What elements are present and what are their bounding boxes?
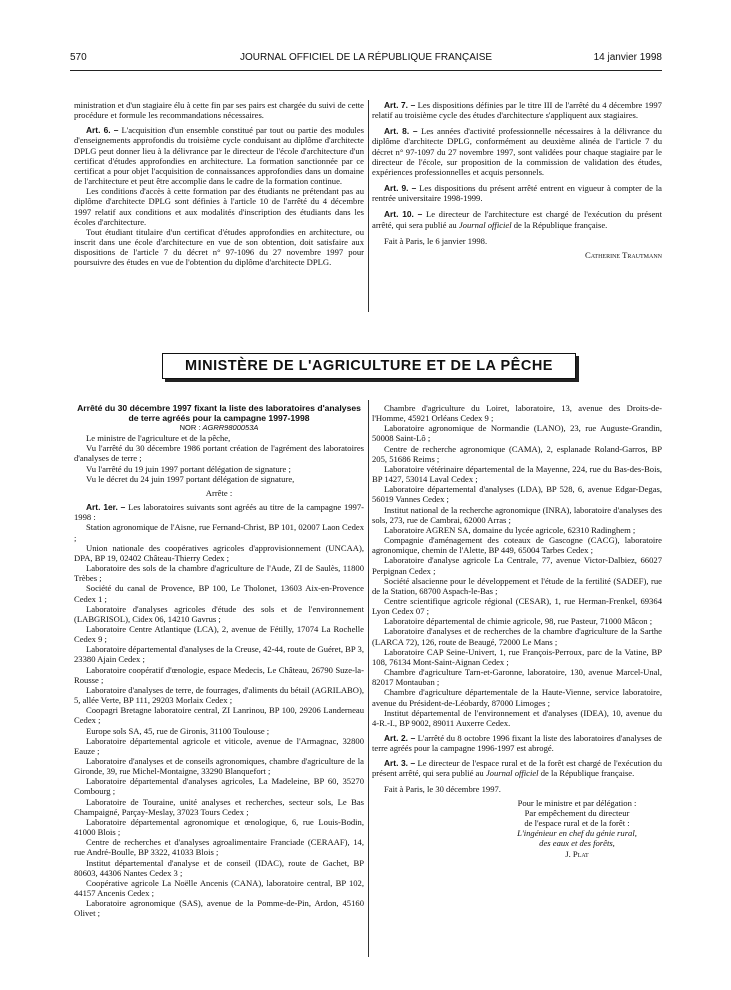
lab-entry: Laboratoire coopératif d'œnologie, espace Medecis, Le Château, 26790 Suze-la-Rousse ; [74, 664, 364, 685]
lab-entry: Europe sols SA, 45, rue de Gironis, 31100 Toulouse ; [86, 725, 270, 736]
lab-entry: Laboratoire d'analyses et de conseils agronomiques, chambre d'agriculture de la Gironde, 39, rue Michel-Montaigne, 33290 Blanquefort ; [74, 756, 364, 777]
article-8 [372, 126, 662, 177]
lab-entry: Station agronomique de l'Aisne, rue Fernand-Christ, BP 101, 02007 Laon Cedex ; [74, 522, 364, 543]
header-rule [70, 70, 662, 71]
article-text: de la République française. [538, 768, 635, 779]
article-text: Le directeur de l'espace rural et de la forêt est chargé de l'exécution du présent arrêté, qui sera publié au [372, 758, 662, 779]
article-text: L'arrêté du 8 octobre 1996 fixant la liste des laboratoires d'analyses de terre agréés pour la campagne 1996-1997 est abrogé. [372, 733, 662, 754]
intro-line: Le ministre de l'agriculture et de la pêche, [86, 433, 231, 444]
article-label: Art. 10. – [384, 209, 423, 220]
article-label: Art. 8. – [384, 126, 418, 137]
signature-title: L'ingénieur en chef du génie rural, [517, 828, 637, 839]
lab-entry: Laboratoire Centre Atlantique (LCA), 2, avenue de Fétilly, 17074 La Rochelle Cedex 9 ; [74, 623, 364, 645]
lab-entry: Coopérative agricole La Noëlle Ancenis (CANA), laboratoire central, BP 102, 44157 Ancenis Cedex ; [74, 877, 364, 899]
nor-label: NOR : [179, 423, 203, 432]
article-10 [372, 209, 662, 229]
column-divider [368, 400, 369, 957]
top-left-column [74, 100, 364, 268]
lab-entry: Laboratoire départemental d'analyses agricoles, La Madeleine, BP 60, 35270 Combourg ; [74, 776, 364, 797]
ministry-banner: MINISTÈRE DE L'AGRICULTURE ET DE LA PÊCHE [162, 353, 576, 379]
lab-entry: Laboratoire d'analyses agricoles d'étude des sols et de l'environnement (LABGRISOL), Cidex 06, 14210 Gavrus ; [74, 603, 364, 624]
nor-code: AGRR9800053A [202, 423, 259, 432]
lab-entry: Société du canal de Provence, BP 100, Le Tholonet, 13603 Aix-en-Provence Cedex 1 ; [74, 583, 364, 604]
lab-entry: Centre de recherche agronomique (CAMA), 2, esplanade Roland-Garros, BP 205, 51686 Reims ; [372, 443, 662, 464]
lab-entry: Institut départemental d'analyse et de conseil (IDAC), route de Gachet, BP 80603, 44306 Nantes Cedex 3 ; [74, 857, 364, 878]
signature-line: Pour le ministre et par délégation : [517, 797, 637, 808]
signature-title: des eaux et des forêts, [539, 838, 615, 849]
article-text: de la République française. [511, 219, 608, 230]
lab-entry: Laboratoire de Touraine, unité analyses et recherches, secteur sols, Le Bas Champaigné, Parçay-Meslay, 37023 Tours Cedex ; [74, 796, 364, 817]
top-right-column [372, 100, 662, 260]
article-9 [372, 183, 662, 203]
lab-entry: Laboratoire départemental agronomique et œnologique, 6, rue Louis-Bodin, 41000 Blois ; [74, 816, 364, 838]
lab-list-right [372, 403, 662, 728]
lab-entry: Compagnie d'aménagement des coteaux de Gascogne (CACG), laboratoire agronomique, chemin de l'Alette, BP 449, 65004 Tarbes Cedex ; [372, 535, 662, 556]
paragraph: Les conditions d'accès à cette formation par des étudiants ne prétendant pas au diplôme d'architecte DPLG sont définies à l'article 10 de l'arrêté du 4 décembre 1997 relatif aux conditions et aux modalités d'inscription des étudiants dans les écoles d'architecture. [74, 186, 364, 227]
article-2 [372, 733, 662, 753]
lab-entry: Laboratoire départemental d'analyses (LDA), BP 528, 6, avenue Edgar-Degas, 56019 Vannes Cedex ; [372, 484, 662, 505]
lab-entry: Centre de recherches et d'analyses agroalimentaire Franciade (CERAAF), 14, rue André-Boulle, BP 3322, 41033 Blois ; [74, 837, 364, 858]
done-at: Fait à Paris, le 30 décembre 1997. [384, 783, 501, 794]
done-at: Fait à Paris, le 6 janvier 1998. [384, 235, 488, 246]
lab-entry: Union nationale des coopératives agricoles d'approvisionnement (UNCAA), DPA, BP 19, 02402 Château-Thierry Cedex ; [74, 542, 364, 563]
signature-line: de l'espace rural et de la forêt : [524, 818, 630, 829]
paragraph: ministration et d'un stagiaire élu à cette fin par ses pairs est chargée du suivi de cette procédure et formule les recommandations nécessaires. [74, 100, 364, 121]
issue-date: 14 janvier 1998 [593, 52, 662, 63]
article-label: Art. 7. – [384, 100, 416, 110]
column-divider [368, 100, 369, 312]
article-text: Les laboratoires suivants sont agréés au titre de la campagne 1997-1998 : [74, 502, 364, 523]
lab-entry: Laboratoire départemental de chimie agricole, 98, rue Pasteur, 71000 Mâcon ; [384, 616, 653, 627]
lab-entry: Centre scientifique agricole régional (CESAR), 1, rue Herman-Frenkel, 69364 Lyon Cedex 07 ; [372, 595, 662, 617]
lab-entry: Chambre d'agriculture départementale de la Haute-Vienne, service laboratoire, avenue du Président-de-Léobardy, 87000 Limoges ; [372, 687, 662, 708]
lab-entry: Laboratoire d'analyse agricole La Centrale, 77, avenue Victor-Dalbiez, 66027 Perpignan Cedex ; [372, 555, 662, 576]
lab-entry: Chambre d'agriculture du Loiret, laboratoire, 13, avenue des Droits-de-l'Homme, 45921 Orléans Cedex 9 ; [372, 403, 662, 424]
signature-line: Par empêchement du directeur [524, 807, 630, 818]
article-label: Art. 1er. – [86, 502, 126, 513]
page-number: 570 [70, 52, 87, 63]
lab-entry: Société alsacienne pour le développement et l'étude de la fertilité (SADEF), rue de la Station, 68700 Aspach-le-Bas ; [372, 575, 662, 596]
journal-name: Journal officiel [485, 768, 539, 779]
lab-entry: Coopagri Bretagne laboratoire central, ZI Lanrinou, BP 100, 29206 Landerneau Cedex ; [74, 705, 364, 726]
article-text: L'acquisition d'un ensemble constitué par tout ou partie des modules d'enseignements approfondis du troisième cycle conduisant au diplôme d'architecte DPLG peut donner lieu à la délivrance par le directeur de l'école d'architecture d'un certificat d'études approfondies en architecture. La formation sanctionnée par ce certificat a pour objet l'acquisition de connaissances approfondies dans un domaine de l'architecture et peut être accomplie dans le cadre de la formation continue. [74, 125, 364, 187]
article-label: Art. 6. – [86, 125, 119, 136]
article-text: Le directeur de l'architecture est chargé de l'exécution du présent arrêté, qui sera publié au [372, 209, 662, 230]
article-label: Art. 3. – [384, 758, 416, 769]
journal-name: Journal officiel [458, 219, 512, 230]
lab-entry: Laboratoire d'analyses de terre, de fourrages, d'aliments du bétail (AGRILABO), 5, allée Verte, BP 111, 29203 Morlaix Cedex ; [74, 684, 365, 706]
arrete-right-column [372, 403, 662, 859]
intro-line: Vu le décret du 24 juin 1997 portant délégation de signature, [86, 473, 295, 484]
article-1 [74, 502, 364, 522]
article-label: Art. 9. – [384, 183, 417, 194]
article-text: Les années d'activité professionnelle nécessaires à la délivrance du diplôme d'architecte DPLG, conformément au deuxième alinéa de l'article 7 du décret n° 97-1097 du 27 novembre 1997, sont validées pour chaque stagiaire par le directeur de l'école, sur proposition de la commission de validation des études, expériences professionnelles et acquis personnels. [372, 126, 662, 177]
lab-entry: Institut départemental de l'environnement et d'analyses (IDEA), 10, avenue du 4-R.-I., BP 9002, 89011 Auxerre Cedex. [372, 707, 662, 728]
arrete-left-column [74, 403, 364, 919]
lab-entry: Laboratoire CAP Seine-Univert, 1, rue François-Perroux, parc de la Vatine, BP 108, 76134 Mont-Saint-Aignan Cedex ; [372, 646, 662, 667]
arrete-title: Arrêté du 30 décembre 1997 fixant la liste des laboratoires d'analyses de terre agréés pour la campagne 1997-1998 [77, 403, 361, 423]
article-6 [74, 125, 364, 186]
lab-entry: Laboratoire agronomique de Normandie (LANO), 23, rue Auguste-Grandin, 50008 Saint-Lô ; [372, 423, 662, 444]
lab-entry: Laboratoire vétérinaire départemental de la Mayenne, 224, rue du Bas-des-Bois, BP 1427, 53014 Laval Cedex ; [372, 463, 662, 485]
article-text: Les dispositions définies par le titre III de l'arrêté du 4 décembre 1997 relatif au troisième cycle des études d'architecture s'appliquent aux stagiaires. [372, 100, 662, 121]
lab-entry: Laboratoire des sols de la chambre d'agriculture de l'Aude, ZI de Saulès, 11800 Trèbes ; [74, 563, 364, 584]
intro-line: Vu l'arrêté du 30 décembre 1986 portant création de l'agrément des laboratoires d'analyses de terre ; [74, 443, 364, 464]
nor-reference [74, 423, 364, 433]
page-header [70, 52, 662, 66]
article-3 [372, 758, 662, 778]
signature-block [492, 798, 662, 859]
lab-entry: Institut national de la recherche agronomique (INRA), laboratoire d'analyses des sols, 273, rue de Cambrai, 62000 Arras ; [372, 504, 662, 525]
journal-title: JOURNAL OFFICIEL DE LA RÉPUBLIQUE FRANÇAISE [239, 52, 493, 63]
article-label: Art. 2. – [384, 733, 416, 743]
intro-line: Vu l'arrêté du 19 juin 1997 portant délégation de signature ; [86, 463, 291, 474]
paragraph: Tout étudiant titulaire d'un certificat d'études approfondies en architecture, ou inscrit dans une école d'architecture en vue de son obtention, doit satisfaire aux dispositions de l'article 7 du décret n° 97-1096 du 27 novembre 1997 pour poursuivre des études en vue de l'obtention du diplôme d'architecte DPLG. [74, 226, 364, 268]
lab-entry: Laboratoire d'analyses et de recherches de la chambre d'agriculture de la Sarthe (LARCA 72), 126, route de Beaugé, 72000 Le Mans ; [372, 626, 662, 647]
lab-list-left [74, 522, 364, 918]
lab-entry: Laboratoire AGREN SA, domaine du lycée agricole, 62310 Radinghem ; [384, 524, 636, 535]
lab-entry: Laboratoire départemental agricole et viticole, avenue de l'Armagnac, 32800 Eauze ; [74, 735, 364, 756]
article-text: Les dispositions du présent arrêté entrent en vigueur à compter de la rentrée universitaire 1998-1999. [372, 183, 662, 204]
lab-entry: Chambre d'agriculture Tarn-et-Garonne, laboratoire, 130, avenue Marcel-Unal, 82017 Montauban ; [372, 667, 662, 688]
signature: Catherine Trautmann [585, 249, 662, 260]
arrete-word: Arrête : [205, 487, 233, 498]
lab-entry: Laboratoire agronomique (SAS), avenue de la Pomme-de-Pin, Ardon, 45160 Olivet ; [74, 898, 364, 919]
article-7 [372, 100, 662, 120]
lab-entry: Laboratoire départemental d'analyses de la Creuse, 42-44, route de Guéret, BP 3, 23380 Ajain Cedex ; [74, 644, 364, 665]
signature-name: J. Plat [565, 848, 589, 859]
